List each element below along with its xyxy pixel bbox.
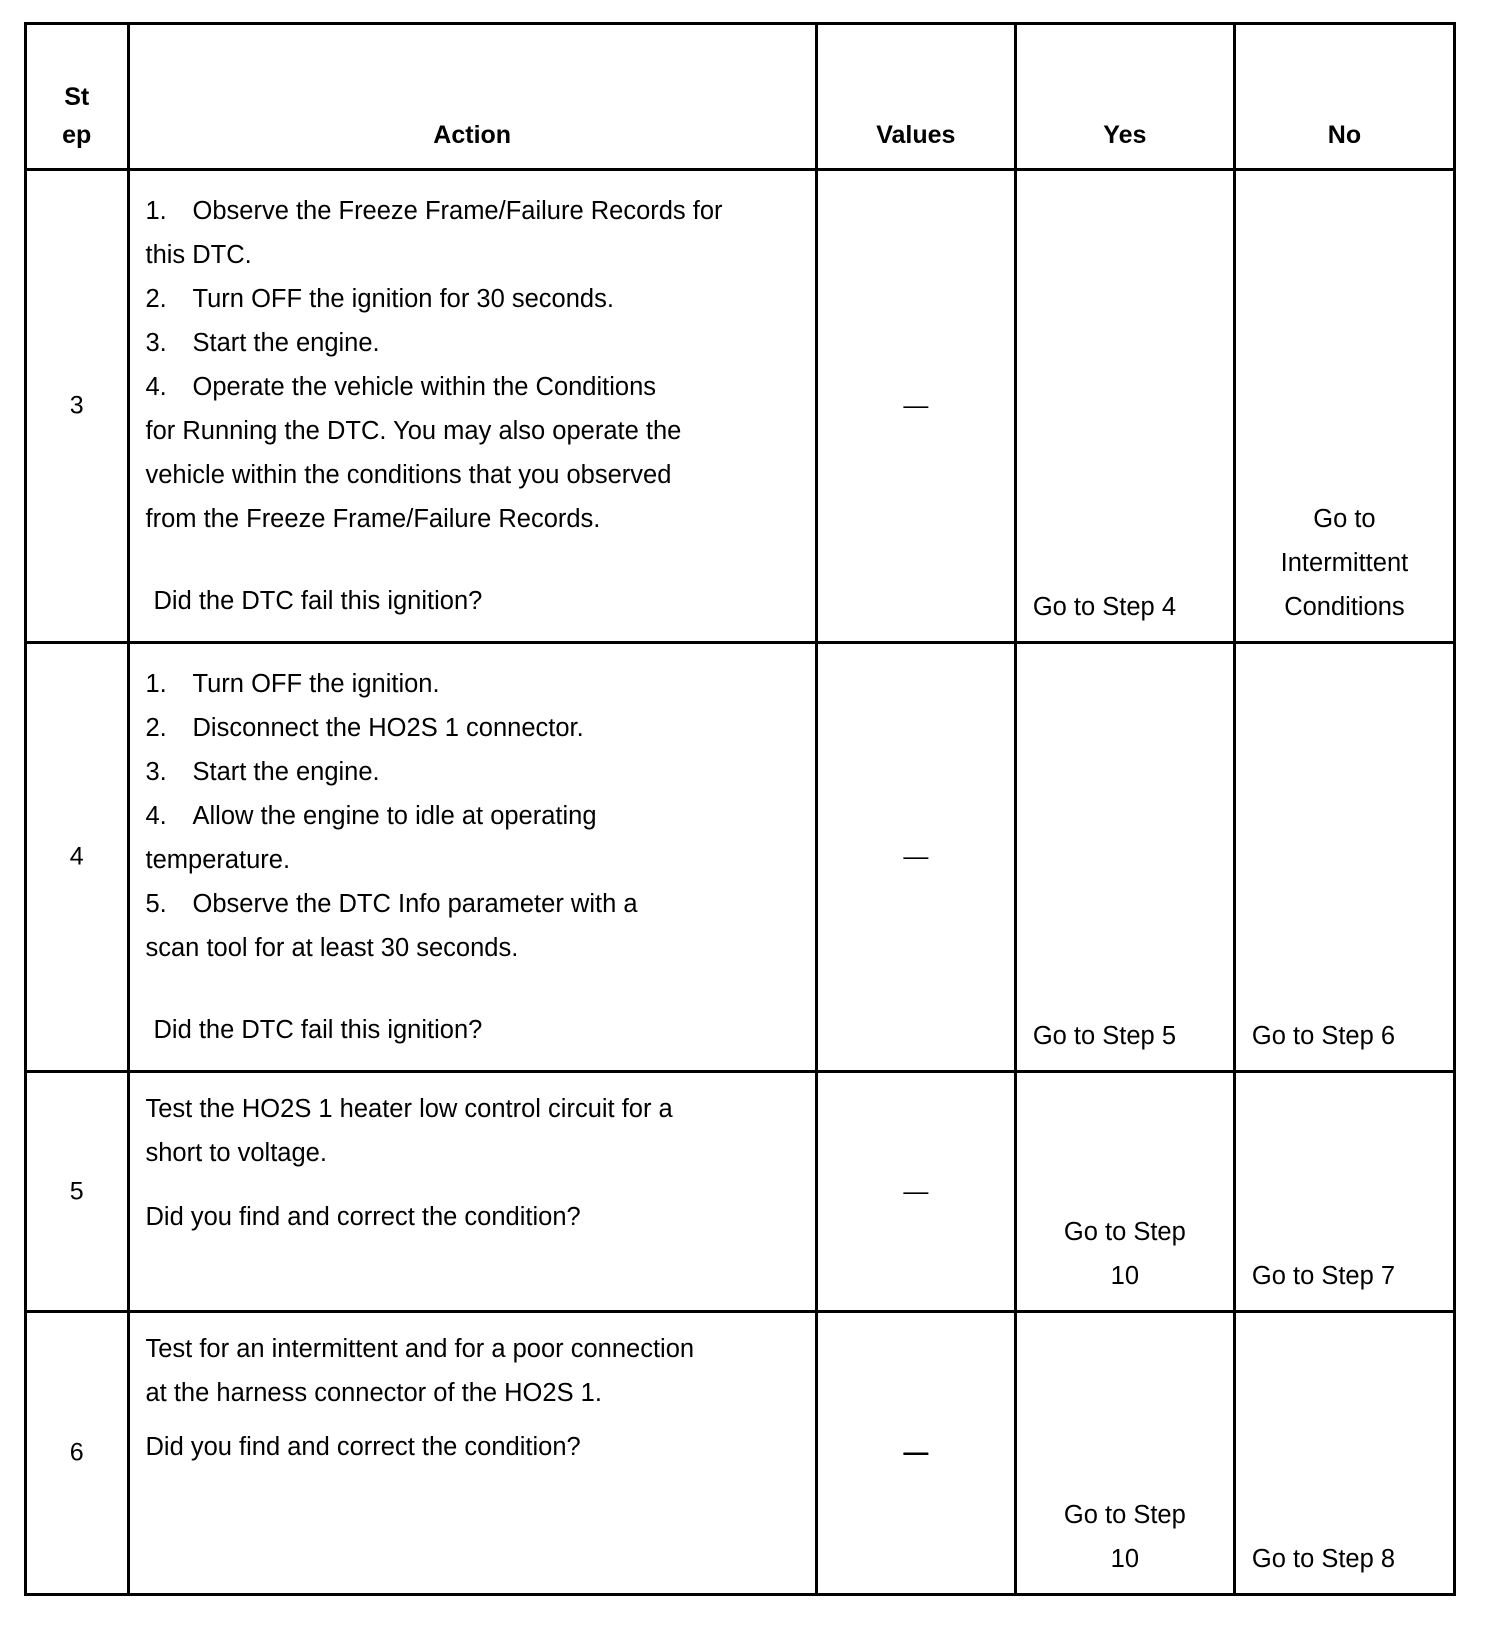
header-row bbox=[26, 24, 1455, 170]
action-item: 4. Allow the engine to idle at operating bbox=[145, 802, 597, 830]
yes-result: Go to Step 4 bbox=[1032, 593, 1177, 621]
no-cell bbox=[1234, 1312, 1454, 1595]
values-dash: — bbox=[903, 391, 929, 420]
header-step bbox=[26, 24, 129, 170]
yes-result: Go to Step 5 bbox=[1032, 1022, 1177, 1050]
action-item-continuation: vehicle within the conditions that you observed bbox=[145, 461, 672, 489]
action-cell bbox=[128, 643, 816, 1072]
no-cell bbox=[1234, 643, 1454, 1072]
action-question: Did you find and correct the condition? bbox=[145, 1203, 581, 1231]
action-item-continuation: for Running the DTC. You may also operate the bbox=[145, 417, 682, 445]
header-no: No bbox=[1234, 24, 1454, 170]
step-cell bbox=[26, 1072, 129, 1312]
action-item: 2. Turn OFF the ignition for 30 seconds. bbox=[145, 285, 614, 313]
yes-cell bbox=[1015, 643, 1234, 1072]
header-yes: Yes bbox=[1015, 24, 1234, 170]
step-cell bbox=[26, 1312, 129, 1595]
table-row bbox=[26, 1312, 1455, 1595]
step-number: 5 bbox=[69, 1177, 84, 1205]
step-cell bbox=[26, 170, 129, 643]
action-text-line: Test the HO2S 1 heater low control circuit for a bbox=[145, 1095, 673, 1123]
values-dash: — bbox=[903, 1177, 929, 1205]
values-dash: — bbox=[903, 1438, 929, 1467]
values-cell bbox=[816, 1072, 1015, 1312]
no-result: Go to Step 6 bbox=[1251, 1022, 1396, 1050]
action-item: 1. Observe the Freeze Frame/Failure Records for bbox=[145, 197, 723, 225]
action-cell bbox=[128, 1312, 816, 1595]
action-item-continuation: scan tool for at least 30 seconds. bbox=[145, 934, 519, 962]
action-item-continuation: temperature. bbox=[145, 846, 291, 874]
step-number: 6 bbox=[69, 1438, 84, 1467]
header-values: Values bbox=[816, 24, 1015, 170]
action-item: 3. Start the engine. bbox=[145, 329, 380, 357]
action-text-line: at the harness connector of the HO2S 1. bbox=[145, 1379, 602, 1407]
action-item: 4. Operate the vehicle within the Conditions bbox=[145, 373, 657, 401]
action-item-continuation: this DTC. bbox=[145, 241, 252, 269]
header-step-line1: St bbox=[64, 83, 90, 111]
yes-result: Go to Step 10 bbox=[1063, 1218, 1186, 1290]
action-item: 1. Turn OFF the ignition. bbox=[145, 670, 440, 698]
action-cell bbox=[128, 1072, 816, 1312]
step-number: 3 bbox=[69, 391, 84, 420]
step-number: 4 bbox=[69, 842, 84, 871]
action-question: Did you find and correct the condition? bbox=[145, 1433, 581, 1461]
no-cell bbox=[1234, 170, 1454, 643]
step-cell bbox=[26, 643, 129, 1072]
action-item: 3. Start the engine. bbox=[145, 758, 380, 786]
action-text-line: Test for an intermittent and for a poor connection bbox=[145, 1335, 695, 1363]
values-dash: — bbox=[903, 842, 929, 871]
table-row bbox=[26, 1072, 1455, 1312]
action-question: Did the DTC fail this ignition? bbox=[153, 1016, 483, 1044]
action-text-line: short to voltage. bbox=[145, 1139, 327, 1167]
header-step-line2: ep bbox=[62, 121, 92, 149]
values-cell bbox=[816, 170, 1015, 643]
no-result: Go to Step 8 bbox=[1251, 1545, 1396, 1573]
no-result: Go to Step 7 bbox=[1251, 1262, 1396, 1290]
table-row bbox=[26, 643, 1455, 1072]
yes-cell bbox=[1015, 170, 1234, 643]
action-item: 5. Observe the DTC Info parameter with a bbox=[145, 890, 638, 918]
header-action: Action bbox=[128, 24, 816, 170]
values-cell bbox=[816, 643, 1015, 1072]
no-cell bbox=[1234, 1072, 1454, 1312]
yes-cell bbox=[1015, 1312, 1234, 1595]
yes-result: Go to Step 10 bbox=[1063, 1501, 1186, 1573]
no-result: Go to Intermittent Conditions bbox=[1280, 505, 1409, 621]
yes-cell bbox=[1015, 1072, 1234, 1312]
diagnostic-table bbox=[24, 22, 1456, 1596]
action-item-continuation: from the Freeze Frame/Failure Records. bbox=[145, 505, 601, 533]
table-row bbox=[26, 170, 1455, 643]
values-cell bbox=[816, 1312, 1015, 1595]
action-question: Did the DTC fail this ignition? bbox=[153, 587, 483, 615]
action-item: 2. Disconnect the HO2S 1 connector. bbox=[145, 714, 584, 742]
action-cell bbox=[128, 170, 816, 643]
